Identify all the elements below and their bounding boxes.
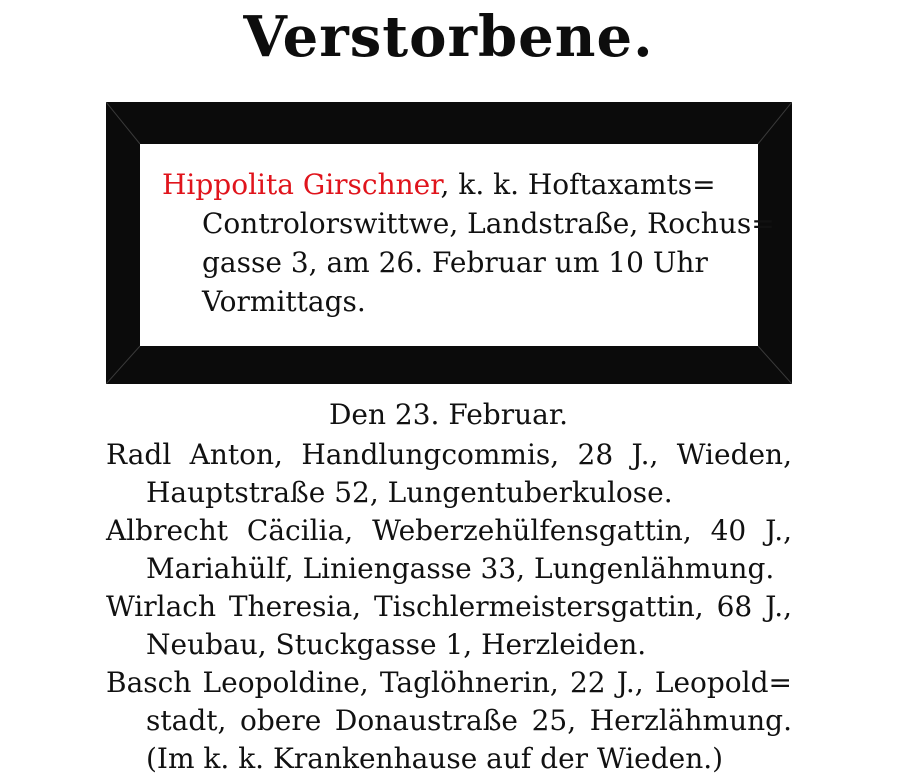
notice-line-1-rest: , k. k. Hoftaxamts= [440,168,716,201]
date-heading: Den 23. Februar. [328,398,569,431]
death-entries-list [106,436,792,778]
entry-line: Mariahülf, Liniengasse 33, Lungenlähmung. [146,552,775,585]
entry-line: Basch Leopoldine, Taglöhnerin, 22 J., Leopold= [106,666,792,699]
frame-left-edge [106,102,140,384]
entry-line: (Im k. k. Krankenhause auf der Wieden.) [146,742,724,775]
list-item [106,664,792,778]
entry-line: Albrecht Cäcilia, Weberzehülfensgattin, 40 J., [106,514,792,547]
list-item [106,436,792,512]
deceased-name-highlight: Hippolita Girschner [162,168,441,201]
notice-line-1 [162,165,748,204]
frame-bottom-edge [106,346,792,384]
list-item [106,512,792,588]
notice-line-3: gasse 3, am 26. Februar um 10 Uhr [202,246,708,279]
entry-line: Radl Anton, Handlungcommis, 28 J., Wieden, [106,438,792,471]
list-item [106,588,792,664]
frame-top-edge [106,102,792,144]
notice-line-2: Controlorswittwe, Landstraße, Rochus= [202,207,775,240]
frame-right-edge [758,102,792,384]
featured-death-notice [162,165,775,321]
entry-line: Neubau, Stuckgasse 1, Herzleiden. [146,628,647,661]
entry-line: stadt, obere Donaustraße 25, Herzlähmung. [146,704,792,737]
entry-line: Wirlach Theresia, Tischlermeistersgattin, 68 J., [106,590,792,623]
page-title: Verstorbene. [243,4,654,70]
notice-line-4: Vormittags. [202,285,366,318]
entry-line: Hauptstraße 52, Lungentuberkulose. [146,476,673,509]
